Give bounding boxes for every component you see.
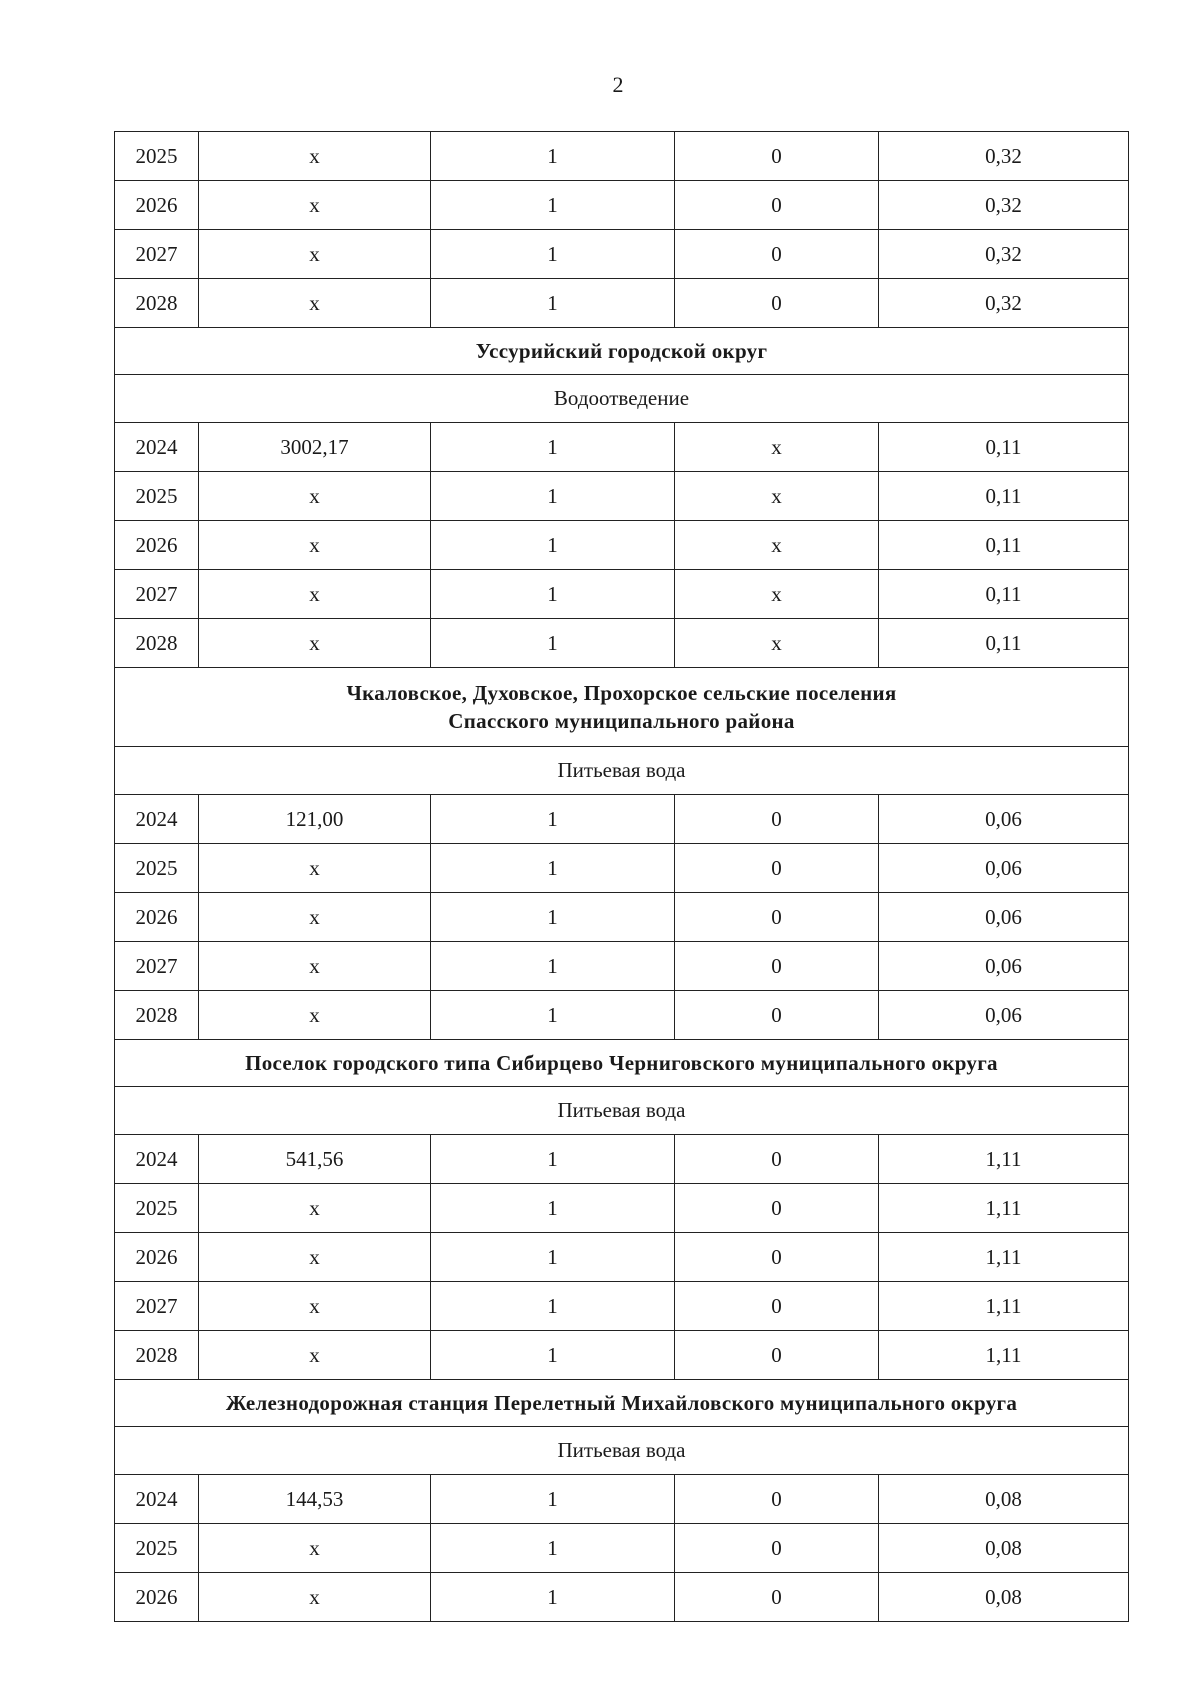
value-cell-a: x [199, 279, 431, 328]
value-cell-c: 0 [675, 1184, 879, 1233]
table-row [115, 521, 1129, 570]
value-cell-d: 0,11 [879, 521, 1129, 570]
year-cell: 2026 [115, 521, 199, 570]
value-cell-c: 0 [675, 1524, 879, 1573]
value-cell-c: x [675, 423, 879, 472]
year-cell: 2027 [115, 570, 199, 619]
value-cell-c: 0 [675, 1475, 879, 1524]
value-cell-a: x [199, 942, 431, 991]
value-cell-c: 0 [675, 230, 879, 279]
value-cell-d: 0,11 [879, 472, 1129, 521]
value-cell-d: 1,11 [879, 1282, 1129, 1331]
value-cell-a: x [199, 619, 431, 668]
value-cell-a: x [199, 570, 431, 619]
table-row [115, 423, 1129, 472]
value-cell-a: x [199, 1573, 431, 1622]
year-cell: 2028 [115, 619, 199, 668]
region-header-row [115, 1380, 1129, 1427]
year-cell: 2024 [115, 423, 199, 472]
region-title [115, 1380, 1129, 1427]
value-cell-a: x [199, 132, 431, 181]
table-row [115, 1135, 1129, 1184]
year-cell: 2026 [115, 893, 199, 942]
value-cell-b: 1 [431, 619, 675, 668]
service-row [115, 375, 1129, 423]
table-row [115, 844, 1129, 893]
value-cell-b: 1 [431, 795, 675, 844]
value-cell-a: 3002,17 [199, 423, 431, 472]
value-cell-a: x [199, 1524, 431, 1573]
value-cell-d: 0,32 [879, 230, 1129, 279]
value-cell-c: 0 [675, 279, 879, 328]
value-cell-c: 0 [675, 1233, 879, 1282]
value-cell-d: 1,11 [879, 1233, 1129, 1282]
value-cell-a: x [199, 893, 431, 942]
service-label: Питьевая вода [115, 1427, 1129, 1475]
value-cell-a: x [199, 1282, 431, 1331]
value-cell-b: 1 [431, 991, 675, 1040]
value-cell-a: 121,00 [199, 795, 431, 844]
year-cell: 2024 [115, 1475, 199, 1524]
value-cell-b: 1 [431, 1475, 675, 1524]
service-label: Питьевая вода [115, 1087, 1129, 1135]
value-cell-d: 0,32 [879, 279, 1129, 328]
value-cell-b: 1 [431, 230, 675, 279]
value-cell-c: x [675, 521, 879, 570]
table-row [115, 1233, 1129, 1282]
value-cell-c: 0 [675, 181, 879, 230]
value-cell-b: 1 [431, 423, 675, 472]
value-cell-b: 1 [431, 181, 675, 230]
value-cell-b: 1 [431, 1524, 675, 1573]
value-cell-a: x [199, 844, 431, 893]
value-cell-d: 0,06 [879, 795, 1129, 844]
value-cell-d: 0,06 [879, 991, 1129, 1040]
value-cell-b: 1 [431, 893, 675, 942]
year-cell: 2025 [115, 1184, 199, 1233]
value-cell-d: 1,11 [879, 1184, 1129, 1233]
region-title [115, 328, 1129, 375]
year-cell: 2027 [115, 230, 199, 279]
year-cell: 2026 [115, 1573, 199, 1622]
region-title-line: Железнодорожная станция Перелетный Михайловского муниципального округа [225, 1390, 1018, 1415]
value-cell-d: 0,08 [879, 1524, 1129, 1573]
region-header-row [115, 1040, 1129, 1087]
value-cell-d: 0,06 [879, 844, 1129, 893]
value-cell-a: 541,56 [199, 1135, 431, 1184]
value-cell-c: x [675, 619, 879, 668]
value-cell-d: 0,08 [879, 1475, 1129, 1524]
value-cell-b: 1 [431, 942, 675, 991]
table-row [115, 893, 1129, 942]
region-title-line: Спасского муниципального района [448, 709, 795, 733]
value-cell-b: 1 [431, 279, 675, 328]
value-cell-a: x [199, 1331, 431, 1380]
service-row [115, 1087, 1129, 1135]
value-cell-d: 0,11 [879, 570, 1129, 619]
service-label: Водоотведение [115, 375, 1129, 423]
table-row [115, 132, 1129, 181]
value-cell-c: 0 [675, 1282, 879, 1331]
table-row [115, 1524, 1129, 1573]
table-row [115, 570, 1129, 619]
table-body [115, 132, 1129, 1622]
value-cell-d: 0,08 [879, 1573, 1129, 1622]
value-cell-a: x [199, 1233, 431, 1282]
value-cell-b: 1 [431, 570, 675, 619]
value-cell-c: 0 [675, 844, 879, 893]
value-cell-a: x [199, 181, 431, 230]
value-cell-c: 0 [675, 1331, 879, 1380]
value-cell-b: 1 [431, 1233, 675, 1282]
value-cell-c: 0 [675, 795, 879, 844]
service-row [115, 747, 1129, 795]
table-row [115, 181, 1129, 230]
year-cell: 2026 [115, 1233, 199, 1282]
region-title-line: Чкаловское, Духовское, Прохорское сельские поселения [346, 681, 897, 705]
year-cell: 2028 [115, 1331, 199, 1380]
table-row [115, 230, 1129, 279]
value-cell-c: x [675, 472, 879, 521]
year-cell: 2025 [115, 132, 199, 181]
value-cell-c: 0 [675, 942, 879, 991]
value-cell-a: x [199, 472, 431, 521]
value-cell-b: 1 [431, 1184, 675, 1233]
table-row [115, 472, 1129, 521]
value-cell-a: x [199, 1184, 431, 1233]
value-cell-d: 1,11 [879, 1331, 1129, 1380]
value-cell-c: x [675, 570, 879, 619]
table-row [115, 1282, 1129, 1331]
value-cell-a: x [199, 521, 431, 570]
year-cell: 2026 [115, 181, 199, 230]
value-cell-b: 1 [431, 521, 675, 570]
table-row [115, 1573, 1129, 1622]
region-title [115, 668, 1129, 747]
table-row [115, 1331, 1129, 1380]
value-cell-c: 0 [675, 893, 879, 942]
value-cell-d: 0,06 [879, 942, 1129, 991]
value-cell-d: 0,11 [879, 619, 1129, 668]
table-row [115, 1475, 1129, 1524]
year-cell: 2025 [115, 1524, 199, 1573]
table-row [115, 991, 1129, 1040]
value-cell-d: 0,11 [879, 423, 1129, 472]
table-row [115, 279, 1129, 328]
region-title-line: Уссурийский городской округ [475, 338, 768, 363]
value-cell-d: 0,32 [879, 132, 1129, 181]
service-label: Питьевая вода [115, 747, 1129, 795]
table-row [115, 795, 1129, 844]
tariff-table [114, 131, 1129, 1622]
value-cell-d: 0,32 [879, 181, 1129, 230]
year-cell: 2024 [115, 1135, 199, 1184]
value-cell-c: 0 [675, 132, 879, 181]
table-row [115, 942, 1129, 991]
table-row [115, 1184, 1129, 1233]
value-cell-c: 0 [675, 991, 879, 1040]
value-cell-a: x [199, 230, 431, 279]
value-cell-d: 1,11 [879, 1135, 1129, 1184]
year-cell: 2028 [115, 991, 199, 1040]
year-cell: 2027 [115, 942, 199, 991]
region-title-line: Поселок городского типа Сибирцево Черниговского муниципального округа [245, 1050, 998, 1075]
value-cell-a: 144,53 [199, 1475, 431, 1524]
value-cell-c: 0 [675, 1573, 879, 1622]
year-cell: 2027 [115, 1282, 199, 1331]
value-cell-b: 1 [431, 1282, 675, 1331]
table-row [115, 619, 1129, 668]
value-cell-a: x [199, 991, 431, 1040]
value-cell-c: 0 [675, 1135, 879, 1184]
year-cell: 2025 [115, 844, 199, 893]
page-number: 2 [612, 72, 624, 97]
value-cell-b: 1 [431, 1331, 675, 1380]
value-cell-b: 1 [431, 132, 675, 181]
region-title [115, 1040, 1129, 1087]
value-cell-b: 1 [431, 472, 675, 521]
value-cell-b: 1 [431, 844, 675, 893]
year-cell: 2025 [115, 472, 199, 521]
value-cell-b: 1 [431, 1135, 675, 1184]
year-cell: 2028 [115, 279, 199, 328]
service-row [115, 1427, 1129, 1475]
value-cell-b: 1 [431, 1573, 675, 1622]
value-cell-d: 0,06 [879, 893, 1129, 942]
year-cell: 2024 [115, 795, 199, 844]
region-header-row [115, 328, 1129, 375]
region-header-row [115, 668, 1129, 747]
